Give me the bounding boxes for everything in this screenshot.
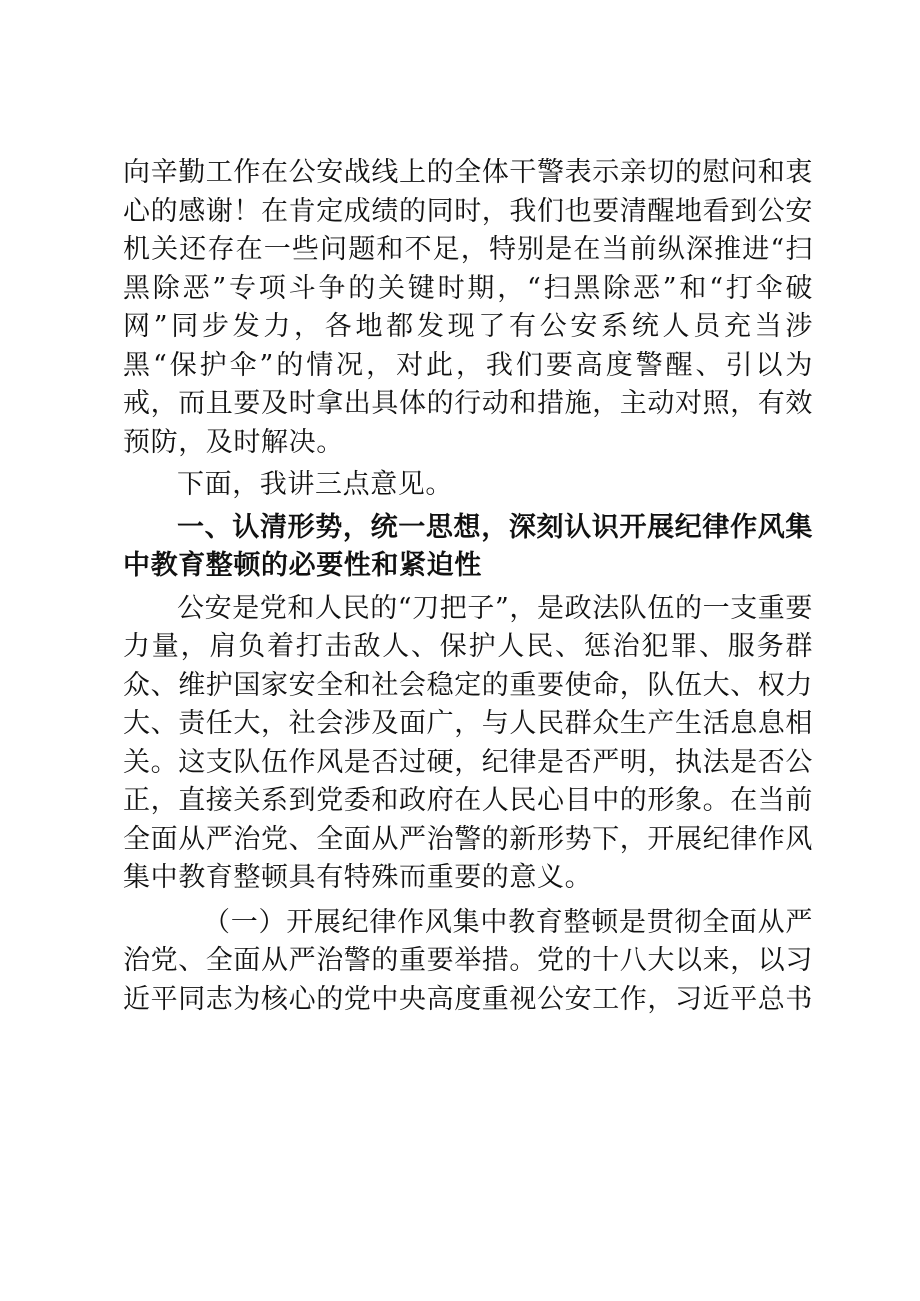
document-body (123, 154, 813, 1019)
paragraph-police-role: 公安是党和人民的“刀把子”，是政法队伍的一支重要力量，肩负着打击敌人、保护人民、惩治犯罪、服务群众、维护国家安全和社会稳定的重要使命，队伍大、权力大、责任大，社会涉及面广，与人民群众生产生活息息相关。这支队伍作风是否过硬，纪律是否严明，执法是否公正，直接关系到党委和政府在人民心目中的形象。在当前全面从严治党、全面从严治警的新形势下，开展纪律作风集中教育整顿具有特殊而重要的意义。 (123, 592, 814, 893)
paragraph-subsection-one: （一）开展纪律作风集中教育整顿是贯彻全面从严治党、全面从严治警的重要举措。党的十八大以来，以习近平同志为核心的党中央高度重视公安工作，习近平总书 (123, 906, 813, 1015)
paragraph-continuation: 向辛勤工作在公安战线上的全体干警表示亲切的慰问和衷心的感谢！在肯定成绩的同时，我们也要清醒地看到公安机关还存在一些问题和不足，特别是在当前纵深推进“扫黑除恶”专项斗争的关键时期，“扫黑除恶”和“打伞破网”同步发力，各地都发现了有公安系统人员充当涉黑“保护伞”的情况，对此，我们要高度警醒、引以为戒，而且要及时拿出具体的行动和措施，主动对照，有效预防，及时解决。 (123, 157, 813, 458)
section-heading-one: 一、认清形势，统一思想，深刻认识开展纪律作风集中教育整顿的必要性和紧迫性 (123, 511, 813, 581)
paragraph-intro-points: 下面，我讲三点意见。 (177, 469, 453, 500)
